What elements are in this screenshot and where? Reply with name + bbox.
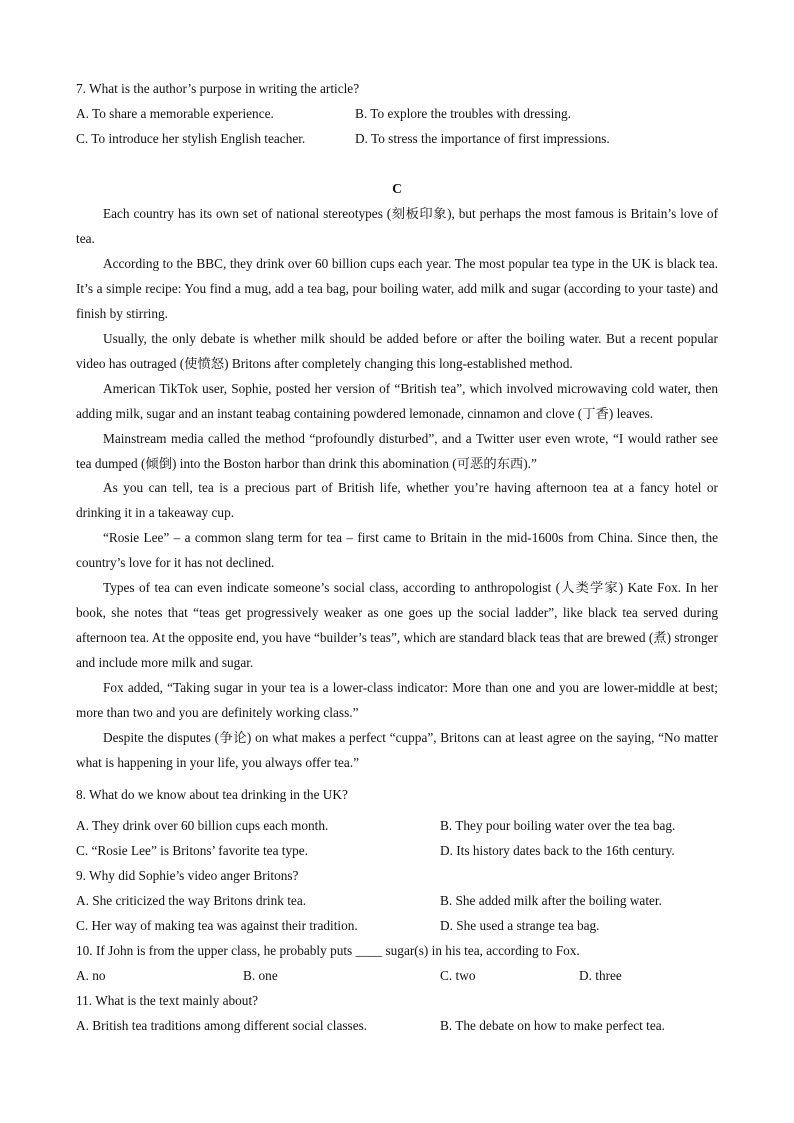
q11-option-b: B. The debate on how to make perfect tea. [440, 1018, 665, 1033]
q9-option-c: C. Her way of making tea was against their tradition. [76, 918, 358, 933]
paragraph-6: As you can tell, tea is a precious part of British life, whether you’re having afternoon tea at a fancy hotel or drinking it in a takeaway cup. [76, 480, 718, 520]
paragraph-2: According to the BBC, they drink over 60 billion cups each year. The most popular tea type in the UK is black tea. It’s a simple recipe: You find a mug, add a tea bag, pour boiling water, add milk and sugar (according to your taste) and finish by stirring. [76, 256, 718, 321]
q8-option-c: C. “Rosie Lee” is Britons’ favorite tea type. [76, 843, 309, 858]
question-9: 9. Why did Sophie’s video anger Britons? [76, 868, 299, 883]
q7-option-d: D. To stress the importance of first impressions. [355, 131, 610, 146]
q9-option-b: B. She added milk after the boiling water. [440, 893, 662, 908]
q9-option-d: D. She used a strange tea bag. [440, 918, 600, 933]
q10-option-a: A. no [76, 968, 106, 983]
q8-option-b: B. They pour boiling water over the tea bag. [440, 818, 676, 833]
paragraph-9: Fox added, “Taking sugar in your tea is a lower-class indicator: More than one and you are lower-middle at best; more than two and you are definitely working class.” [76, 680, 718, 720]
paragraph-10: Despite the disputes (争论) on what makes a perfect “cuppa”, Britons can at least agree on the saying, “No matter what is happening in your life, you always offer tea.” [76, 730, 718, 770]
question-11: 11. What is the text mainly about? [76, 993, 259, 1008]
q7-option-c: C. To introduce her stylish English teacher. [76, 131, 306, 146]
passage-heading: C [392, 181, 402, 196]
q9-option-a: A. She criticized the way Britons drink tea. [76, 893, 307, 908]
paragraph-8: Types of tea can even indicate someone’s social class, according to anthropologist (人类学家) Kate Fox. In her book, she notes that “teas get progressively weaker as one goes up the social ladder”, like black tea served during afternoon tea. At the opposite end, you have “builder’s teas”, which are standard black teas that are brewed (煮) stronger and include more milk and sugar. [76, 580, 718, 670]
question-7: 7. What is the author’s purpose in writing the article? [76, 81, 360, 96]
paragraph-3: Usually, the only debate is whether milk should be added before or after the boiling water. But a recent popular video has outraged (使愤怒) Britons after completely changing this long-established method. [76, 331, 718, 371]
q8-option-d: D. Its history dates back to the 16th century. [440, 843, 675, 858]
question-10: 10. If John is from the upper class, he probably puts ____ sugar(s) in his tea, according to Fox. [76, 943, 580, 958]
paragraph-1: Each country has its own set of national stereotypes (刻板印象), but perhaps the most famous is Britain’s love of tea. [76, 206, 718, 246]
q7-option-b: B. To explore the troubles with dressing. [355, 106, 571, 121]
paragraph-4: American TikTok user, Sophie, posted her version of “British tea”, which involved microwaving cold water, then adding milk, sugar and an instant teabag containing powdered lemonade, cinnamon and clove (丁香) leaves. [76, 381, 718, 421]
q10-option-c: C. two [440, 968, 476, 983]
paragraph-7: “Rosie Lee” – a common slang term for tea – first came to Britain in the mid-1600s from China. Since then, the country’s love for it has not declined. [76, 530, 718, 570]
q10-option-b: B. one [243, 968, 278, 983]
paragraph-5: Mainstream media called the method “profoundly disturbed”, and a Twitter user even wrote, “I would rather see tea dumped (倾倒) into the Boston harbor than drink this abomination (可恶的东西).” [76, 431, 718, 471]
q8-option-a: A. They drink over 60 billion cups each month. [76, 818, 329, 833]
q11-option-a: A. British tea traditions among different social classes. [76, 1018, 368, 1033]
q10-option-d: D. three [579, 968, 622, 983]
q7-option-a: A. To share a memorable experience. [76, 106, 274, 121]
question-8: 8. What do we know about tea drinking in the UK? [76, 787, 348, 802]
